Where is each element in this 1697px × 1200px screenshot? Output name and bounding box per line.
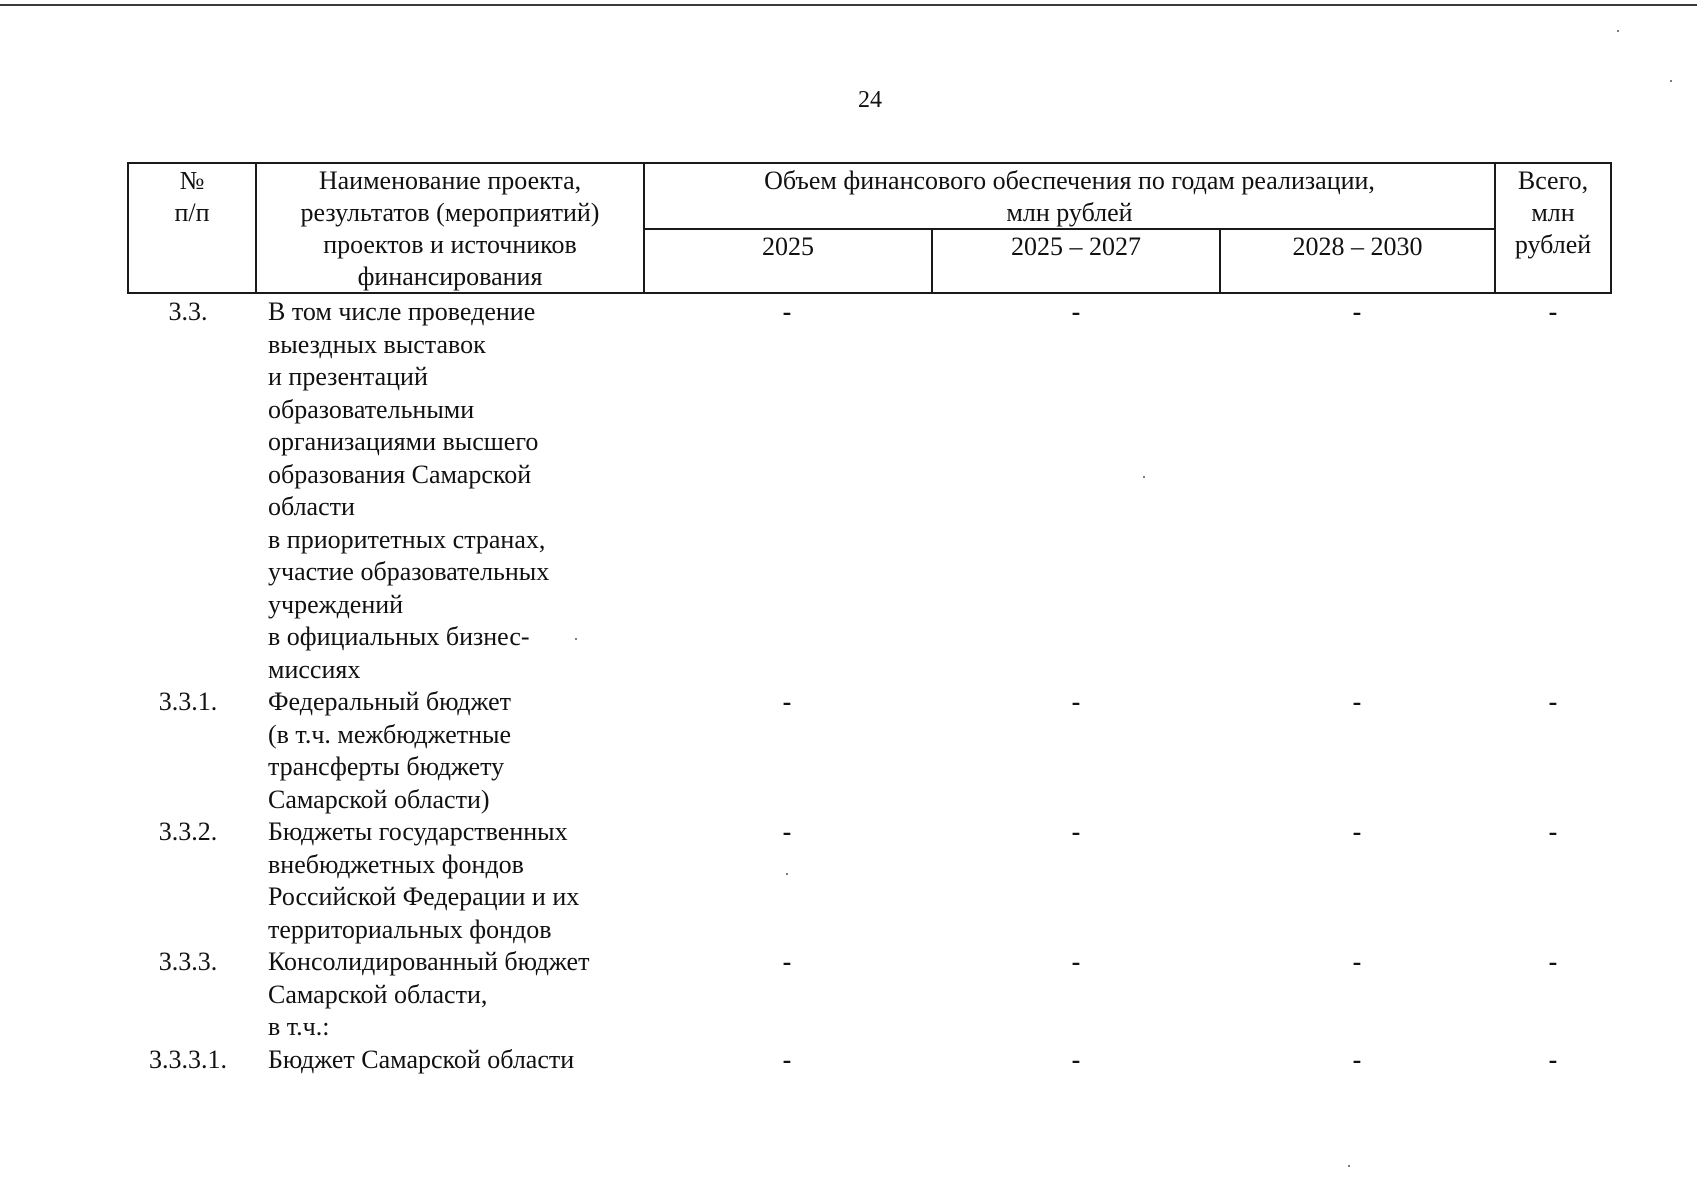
- row-value: -: [1352, 297, 1362, 326]
- header-right-border: [1610, 162, 1612, 294]
- row-name-line: миссиях: [268, 654, 361, 684]
- row-name-line: участие образовательных: [268, 557, 550, 586]
- row-number: 3.3.3.1.: [149, 1044, 227, 1074]
- row-name-line: организациями высшего: [268, 427, 539, 456]
- row-name-line: образования Самарской: [268, 459, 532, 489]
- header-col-total: Всего, млн рублей: [1514, 166, 1592, 259]
- row-value: -: [1352, 1044, 1362, 1074]
- row-name-line: Консолидированный бюджет: [268, 947, 590, 976]
- row-number: 3.3.3.: [158, 947, 218, 976]
- row-name-line: в официальных бизнес-: [268, 622, 530, 651]
- row-name-line: выездных выставок: [268, 329, 486, 359]
- row-name-line: в приоритетных странах,: [268, 524, 546, 554]
- row-number: 3.3.2.: [158, 817, 218, 846]
- row-name: [268, 686, 648, 816]
- row-name: [268, 296, 648, 686]
- row-number: 3.3.: [168, 297, 208, 326]
- row-value: -: [1548, 817, 1558, 846]
- row-name-line: Федеральный бюджет: [268, 687, 511, 716]
- row-name-line: территориальных фондов: [268, 914, 552, 944]
- row-value: -: [1352, 817, 1362, 846]
- row-value: -: [1352, 947, 1362, 976]
- scan-speck: [786, 873, 788, 875]
- row-value: -: [1071, 1044, 1081, 1074]
- row-name-line: и презентаций: [268, 362, 428, 391]
- row-name: [268, 946, 648, 1044]
- header-year-2028-2030: 2028 – 2030: [1292, 232, 1423, 261]
- row-value: -: [782, 1044, 792, 1074]
- row-name-line: Бюджеты государственных: [268, 817, 568, 846]
- header-top-border: [127, 162, 1612, 164]
- scan-speck: [575, 638, 577, 640]
- header-col-num: № п/п: [174, 166, 210, 227]
- row-number: 3.3.1.: [158, 687, 218, 716]
- row-value: -: [1071, 297, 1081, 326]
- row-value: -: [782, 297, 792, 326]
- row-value: -: [782, 947, 792, 976]
- row-name-line: трансферты бюджету: [268, 752, 505, 781]
- header-year-2025-2027: 2025 – 2027: [1011, 232, 1141, 261]
- row-value: -: [1548, 1044, 1558, 1074]
- row-name: [268, 816, 648, 946]
- page-number: 24: [858, 87, 882, 113]
- row-value: -: [1071, 687, 1081, 716]
- row-value: -: [1352, 687, 1362, 716]
- header-col-funding: Объем финансового обеспечения по годам реализации, млн рублей: [764, 166, 1375, 227]
- row-name-line: Самарской области): [268, 784, 490, 814]
- scan-speck: [1617, 30, 1619, 32]
- scan-speck: [1348, 1165, 1350, 1167]
- row-name-line: В том числе проведение: [268, 297, 536, 326]
- row-value: -: [1548, 297, 1558, 326]
- scan-speck: [1143, 476, 1145, 478]
- row-value: -: [1548, 687, 1558, 716]
- row-name-line: (в т.ч. межбюджетные: [268, 719, 512, 749]
- table-header: [0, 0, 1697, 300]
- row-name-line: в т.ч.:: [268, 1012, 330, 1041]
- row-value: -: [1071, 817, 1081, 846]
- row-name-line: Бюджет Самарской области: [268, 1044, 575, 1074]
- header-year-2025: 2025: [762, 232, 814, 261]
- row-name-line: учреждений: [268, 589, 404, 619]
- row-name-line: образовательными: [268, 394, 475, 424]
- row-name-line: области: [268, 492, 355, 521]
- header-col-name: Наименование проекта, результатов (мероприятий) проектов и источников финансирования: [300, 166, 600, 291]
- row-value: -: [782, 817, 792, 846]
- row-value: -: [1548, 947, 1558, 976]
- row-value: -: [1071, 947, 1081, 976]
- row-name-line: внебюджетных фондов: [268, 849, 524, 879]
- row-name-line: Российской Федерации и их: [268, 882, 580, 911]
- row-name-line: Самарской области,: [268, 979, 488, 1009]
- scan-speck: [1670, 80, 1672, 82]
- row-value: -: [782, 687, 792, 716]
- row-name: [268, 1044, 648, 1077]
